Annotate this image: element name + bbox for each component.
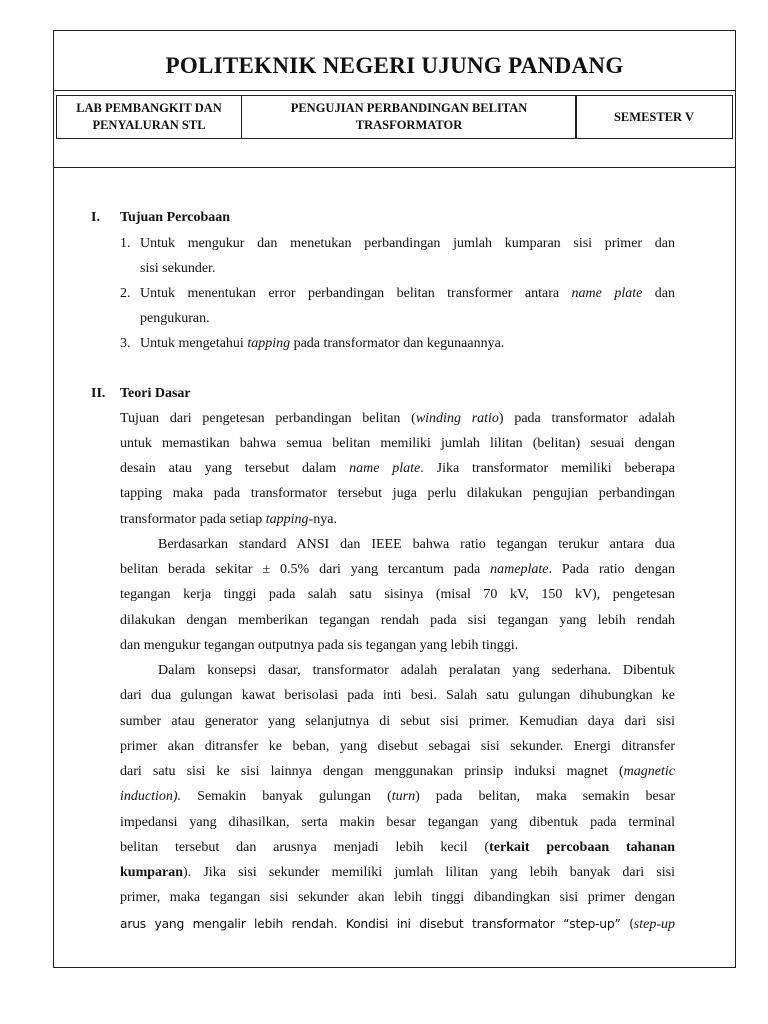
list-item-text: pengukuran.	[140, 311, 210, 326]
lab-name-cell	[56, 95, 242, 139]
list-item-text: Untuk mengukur dan menetukan perbandingan jumlah kumparan sisi primer dan	[140, 236, 675, 251]
header-row	[54, 91, 735, 168]
paragraph-line: tegangan kerja tinggi pada salah satu sisinya (misal 70 kV, 150 kV), pengetesan	[120, 587, 675, 602]
paragraph-line: Dalam konsepsi dasar, transformator adalah peralatan yang sederhana. Dibentuk	[158, 663, 675, 678]
section2-title: Teori Dasar	[120, 386, 191, 401]
list-item-number: 3.	[120, 336, 131, 351]
paragraph-line: tapping maka pada transformator tersebut juga perlu dilakukan pengujian perbandingan	[120, 486, 675, 501]
paragraph-line: transformator pada setiap tapping-nya.	[120, 512, 337, 527]
paragraph-line: induction). Semakin banyak gulungan (turn) pada belitan, maka semakin besar	[120, 789, 675, 804]
section2-number: II.	[91, 386, 106, 401]
paragraph-line: arus yang mengalir lebih rendah. Kondisi ini disebut transformator “step-up” (step-up	[120, 917, 675, 932]
paragraph-line: dilakukan dengan memberikan tegangan rendah pada sisi tegangan yang lebih rendah	[120, 613, 675, 628]
paragraph-line: sumber atau generator yang selanjutnya di sebut sisi primer. Kemudian daya dari sisi	[120, 714, 675, 729]
section1-title: Tujuan Percobaan	[120, 210, 231, 225]
semester-cell: SEMESTER V	[575, 95, 733, 139]
institution-title: POLITEKNIK NEGERI UJUNG PANDANG	[54, 31, 735, 91]
paragraph-line: belitan berada sekitar ± 0.5% dari yang tercantum pada nameplate. Pada ratio dengan	[120, 562, 675, 577]
lab-name-line2: PENYALURAN STL	[92, 118, 206, 132]
paragraph-line: Tujuan dari pengetesan perbandingan belitan (winding ratio) pada transformator adalah	[120, 411, 675, 426]
paragraph-line: dari satu sisi ke sisi lainnya dengan menggunakan prinsip induksi magnet (magnetic	[120, 764, 675, 779]
list-item-text: sisi sekunder.	[140, 261, 216, 276]
topic-cell	[242, 95, 577, 139]
paragraph-line: dan mengukur tegangan outputnya pada sis tegangan yang lebih tinggi.	[120, 638, 519, 653]
list-item-number: 2.	[120, 286, 131, 301]
topic-line1: PENGUJIAN PERBANDINGAN BELITAN	[290, 101, 528, 115]
list-item-number: 1.	[120, 236, 131, 251]
paragraph-line: primer, maka tegangan sisi sekunder akan lebih tinggi dibandingkan sisi primer dengan	[120, 890, 675, 905]
paragraph-line: belitan tersebut dan arusnya menjadi lebih kecil (terkait percobaan tahanan	[120, 840, 675, 855]
paragraph-line: impedansi yang dihasilkan, serta makin besar tegangan yang dibentuk pada terminal	[120, 815, 675, 830]
section1-number: I.	[91, 210, 100, 225]
list-item-text: Untuk menentukan error perbandingan belitan transformer antara name plate dan	[140, 286, 675, 301]
paragraph-line: untuk memastikan bahwa semua belitan memiliki jumlah lilitan (belitan) sesuai dengan	[120, 436, 675, 451]
page-frame	[53, 30, 736, 968]
paragraph-line: desain atau yang tersebut dalam name plate. Jika transformator memiliki beberapa	[120, 461, 675, 476]
lab-name-line1: LAB PEMBANGKIT DAN	[76, 101, 222, 115]
paragraph-line: primer akan ditransfer ke beban, yang disebut sebagai sisi sekunder. Energi ditransfer	[120, 739, 675, 754]
paragraph-line: Berdasarkan standard ANSI dan IEEE bahwa ratio tegangan terukur antara dua	[158, 537, 675, 552]
list-item-text: Untuk mengetahui tapping pada transformator dan kegunaannya.	[140, 336, 505, 351]
paragraph-line: dari dua gulungan kawat berisolasi pada inti besi. Salah satu gulungan dihubungkan ke	[120, 688, 675, 703]
paragraph-line: kumparan). Jika sisi sekunder memiliki jumlah lilitan yang lebih banyak dari sisi	[120, 865, 675, 880]
topic-line2: TRASFORMATOR	[355, 118, 463, 132]
